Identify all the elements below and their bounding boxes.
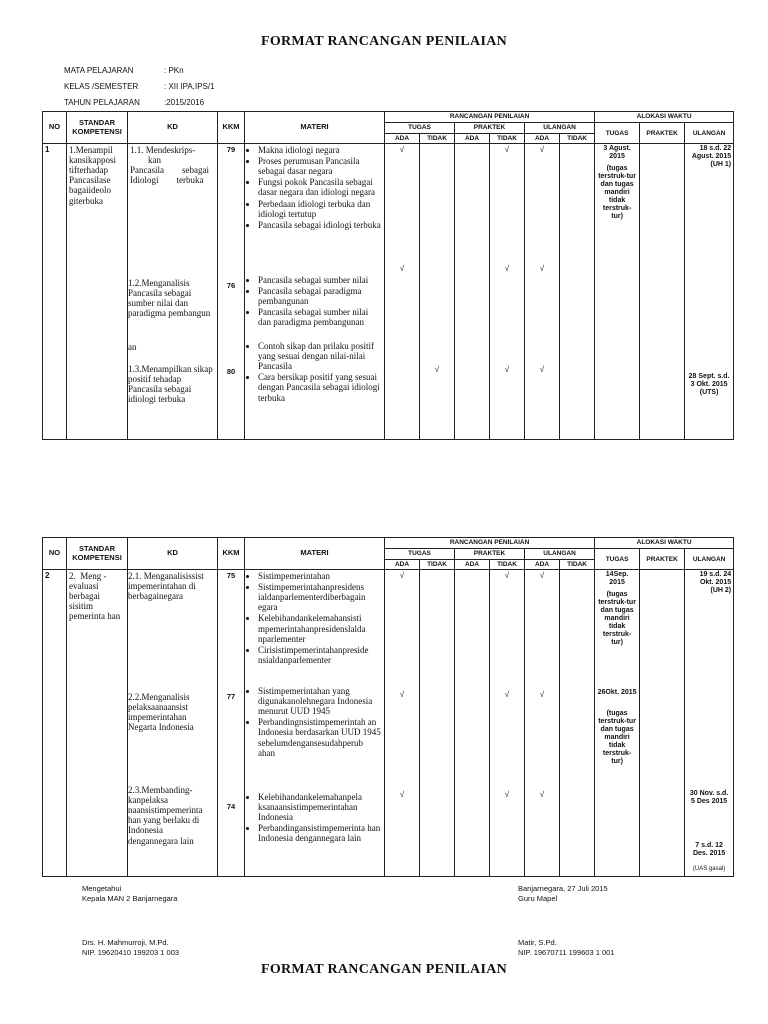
header-no: NO xyxy=(43,538,67,570)
header-rancangan-penilaian: RANCANGAN PENILAIAN xyxy=(385,112,595,123)
kkm-value: 77 xyxy=(226,692,236,702)
header-ulangan: ULANGAN xyxy=(525,549,595,560)
check-mark: √ xyxy=(399,264,405,274)
signature-left xyxy=(82,884,177,904)
materi-item: • Makna idiologi negara xyxy=(258,145,382,155)
kd-item: 2.2.Menganalisis pelaksaanaansist impemerintahan Negarta Indonesia xyxy=(128,692,194,733)
header-waktu-praktek: PRAKTEK xyxy=(640,549,685,570)
materi-item: • Cirisistimpemerintahanpreside nsialdanparlementer xyxy=(258,645,382,665)
check-mark: √ xyxy=(399,571,405,581)
meta-value-subject: : PKn xyxy=(164,65,184,75)
check-mark: √ xyxy=(399,690,405,700)
check-mark: √ xyxy=(399,790,405,800)
waktu-tugas-date: 3 Agust. 2015 xyxy=(603,145,631,161)
materi-list xyxy=(247,145,382,231)
meta-value-class: : XII IPA,IPS/1 xyxy=(164,81,215,91)
header-tugas: TUGAS xyxy=(385,123,455,134)
materi-item: • Perbandingnsistimpemerintah an Indonesia berdasarkan UUD 1945 sebelumdengansesudahperub ahan xyxy=(258,717,382,757)
check-mark: √ xyxy=(539,365,545,375)
header-tugas-ada: ADA xyxy=(385,560,420,570)
check-mark: √ xyxy=(539,145,545,155)
header-rancangan-penilaian: RANCANGAN PENILAIAN xyxy=(385,538,595,549)
check-mark: √ xyxy=(434,365,440,375)
waktu-ulangan: 28 Sept. s.d. 3 Okt. 2015 (UTS) xyxy=(688,373,730,397)
waktu-ulangan: 30 Nov. s.d. 5 Des 2015 xyxy=(689,790,729,806)
check-mark: √ xyxy=(539,571,545,581)
waktu-tugas-date: 14Sep. 2015 xyxy=(605,571,629,587)
row-number: 1 xyxy=(45,145,50,155)
check-mark: √ xyxy=(504,571,510,581)
kd-item: 1.1. Mendeskrips- kan Pancasila sebagai Idiologi terbuka xyxy=(130,145,209,186)
header-waktu-tugas: TUGAS xyxy=(595,549,640,570)
kkm-value: 74 xyxy=(226,802,236,812)
waktu-ulangan: 19 s.d. 24 Okt. 2015 (UH 2) xyxy=(699,571,732,595)
materi-list xyxy=(247,686,382,759)
header-waktu-ulangan: ULANGAN xyxy=(685,123,734,144)
header-kd: KD xyxy=(128,112,218,144)
header-praktek: PRAKTEK xyxy=(455,123,525,134)
materi-list xyxy=(247,571,382,666)
header-tugas-ada: ADA xyxy=(385,134,420,144)
waktu-tugas-note: (tugas terstruk-tur dan tugas mandiri tidak terstruk-tur) xyxy=(598,165,636,221)
materi-item: • Proses perumusan Pancasila sebagai dasar negara xyxy=(258,156,382,176)
materi-item: • Perbandingansistimpemerinta han Indonesia dengannegara lain xyxy=(258,823,382,843)
materi-item: • Contoh sikap dan prilaku positif yang sesuai dengan nilai-nilai Pancasila xyxy=(258,341,382,371)
waktu-tugas-date: 26Okt. 2015 xyxy=(597,689,637,697)
check-mark: √ xyxy=(504,690,510,700)
materi-item: • Pancasila sebagai sumber nilai dan paradigma pembangunan xyxy=(258,307,382,327)
header-alokasi-waktu: ALOKASI WAKTU xyxy=(595,538,734,549)
header-praktek: PRAKTEK xyxy=(455,549,525,560)
signature-right-nip: NIP. 19670711 199603 1 001 xyxy=(518,948,615,957)
materi-item: • Fungsi pokok Pancasila sebagai dasar negara dan idiologi negara xyxy=(258,177,382,197)
materi-item: • Kelebihandankelemahansisti mpemerintahanpresidenslalda nparlementer xyxy=(258,613,382,643)
header-waktu-tugas: TUGAS xyxy=(595,123,640,144)
signature-right-name-block xyxy=(518,938,614,958)
materi-list xyxy=(247,341,382,403)
meta-value-year: :2015/2016 xyxy=(164,97,205,107)
header-waktu-praktek: PRAKTEK xyxy=(640,123,685,144)
page-title-next: FORMAT RANCANGAN PENILAIAN xyxy=(260,962,508,977)
header-ulangan-ada: ADA xyxy=(525,560,560,570)
check-mark: √ xyxy=(539,690,545,700)
header-standar-kompetensi: STANDAR KOMPETENSI xyxy=(67,538,128,570)
header-no: NO xyxy=(43,112,67,144)
check-mark: √ xyxy=(504,145,510,155)
signature-left-name: Drs. H. Mahmurroji, M.Pd. xyxy=(82,938,169,947)
header-tugas-tidak: TIDAK xyxy=(420,134,455,144)
waktu-tugas-note: (tugas terstruk-tur dan tugas mandiri tidak terstruk-tur) xyxy=(598,710,636,766)
kkm-value: 75 xyxy=(226,571,236,581)
header-kkm: KKM xyxy=(218,112,245,144)
header-praktek-ada: ADA xyxy=(455,134,490,144)
header-tugas: TUGAS xyxy=(385,549,455,560)
check-mark: √ xyxy=(539,264,545,274)
header-ulangan: ULANGAN xyxy=(525,123,595,134)
header-ulangan-tidak: TIDAK xyxy=(560,560,595,570)
standar-kompetensi: 1.Menampil kansikapposi tifterhadap Pancasilase bagaiideolo giterbuka xyxy=(69,145,116,206)
row-number: 2 xyxy=(45,571,50,581)
meta-label-class: KELAS /SEMESTER xyxy=(64,81,139,91)
header-praktek-tidak: TIDAK xyxy=(490,560,525,570)
header-ulangan-tidak: TIDAK xyxy=(560,134,595,144)
header-kkm: KKM xyxy=(218,538,245,570)
kkm-value: 80 xyxy=(226,367,236,377)
check-mark: √ xyxy=(504,365,510,375)
materi-item: • Sistimpemerintahan xyxy=(258,571,382,581)
materi-item: • Pancasila sebagai sumber nilai xyxy=(258,275,382,285)
materi-item: • Kelebihandankelemahanpela ksanaansistimpemerintahan Indonesia xyxy=(258,792,382,822)
materi-item: • Cara bersikap positif yang sesuai dengan Pancasila sebagai idiologi terbuka xyxy=(258,372,382,402)
check-mark: √ xyxy=(539,790,545,800)
assessment-table-1 xyxy=(42,111,734,440)
header-praktek-ada: ADA xyxy=(455,560,490,570)
meta-label-subject: MATA PELAJARAN xyxy=(64,65,134,75)
check-mark: √ xyxy=(504,790,510,800)
kd-item-continued: an xyxy=(128,342,137,353)
signature-left-nip: NIP. 19620410 199203 1 003 xyxy=(82,948,180,957)
kd-item: 2.1. Menganalisissist impemerintahan di berbagainegara xyxy=(128,571,204,602)
header-kd: KD xyxy=(128,538,218,570)
standar-kompetensi: 2. Meng - evaluasi berbagai sisitim pemerinta han xyxy=(69,571,121,622)
waktu-ulangan-note: (UAS gasal) xyxy=(692,866,726,873)
materi-item: • Sistimpemerintahan yang digunakanolehnegara Indonesia menurut UUD 1945 xyxy=(258,686,382,716)
header-ulangan-ada: ADA xyxy=(525,134,560,144)
materi-list xyxy=(247,275,382,328)
kkm-value: 79 xyxy=(226,145,236,155)
materi-item: • Pancasila sebagai idiologi terbuka xyxy=(258,220,382,230)
waktu-ulangan: 7 s.d. 12 Des. 2015 xyxy=(692,842,726,858)
header-materi: MATERI xyxy=(245,112,385,144)
meta-label-year: TAHUN PELAJARAN xyxy=(64,97,140,107)
signature-right-role: Guru Mapel xyxy=(518,894,558,903)
waktu-tugas-note: (tugas terstruk-tur dan tugas mandiri tidak terstruk-tur) xyxy=(598,591,636,647)
header-waktu-ulangan: ULANGAN xyxy=(685,549,734,570)
signature-right-place-date: Banjarnegara, 27 Juli 2015 xyxy=(518,884,608,893)
kd-item: 1.2.Menganalisis Pancasila sebagai sumber nilai dan paradigma pembangun xyxy=(128,278,211,319)
materi-list xyxy=(247,792,382,844)
waktu-ulangan: 18 s.d. 22 Agust. 2015 (UH 1) xyxy=(691,145,732,169)
materi-item: • Sistimpemerintahanpresidens ialdanparlementerdiberbagain egara xyxy=(258,582,382,612)
signature-left-role: Kepala MAN 2 Banjarnegara xyxy=(82,894,178,903)
header-materi: MATERI xyxy=(245,538,385,570)
header-praktek-tidak: TIDAK xyxy=(490,134,525,144)
header-tugas-tidak: TIDAK xyxy=(420,560,455,570)
kd-item: 1.3.Menampilkan sikap positif tehadap Pancasila sebagai idiologi terbuka xyxy=(128,364,213,405)
check-mark: √ xyxy=(399,145,405,155)
kkm-value: 76 xyxy=(226,281,236,291)
check-mark: √ xyxy=(504,264,510,274)
signature-right-name: Matir, S.Pd. xyxy=(518,938,557,947)
kd-item: 2.3.Membanding-kanpelaksa naansistimpemerinta han yang berlaku di Indonesia dengannegara lain xyxy=(128,785,203,846)
signature-right xyxy=(518,884,608,904)
document-meta xyxy=(64,62,215,110)
assessment-table-2 xyxy=(42,537,734,877)
page-title: FORMAT RANCANGAN PENILAIAN xyxy=(260,34,508,49)
signature-left-greeting: Mengetahui xyxy=(82,884,122,893)
signature-left-name-block xyxy=(82,938,179,958)
header-standar-kompetensi: STANDAR KOMPETENSI xyxy=(67,112,128,144)
header-alokasi-waktu: ALOKASI WAKTU xyxy=(595,112,734,123)
materi-item: • Perbedaan idiologi terbuka dan idiologi tertutup xyxy=(258,199,382,219)
materi-item: • Pancasila sebagai paradigma pembangunan xyxy=(258,286,382,306)
